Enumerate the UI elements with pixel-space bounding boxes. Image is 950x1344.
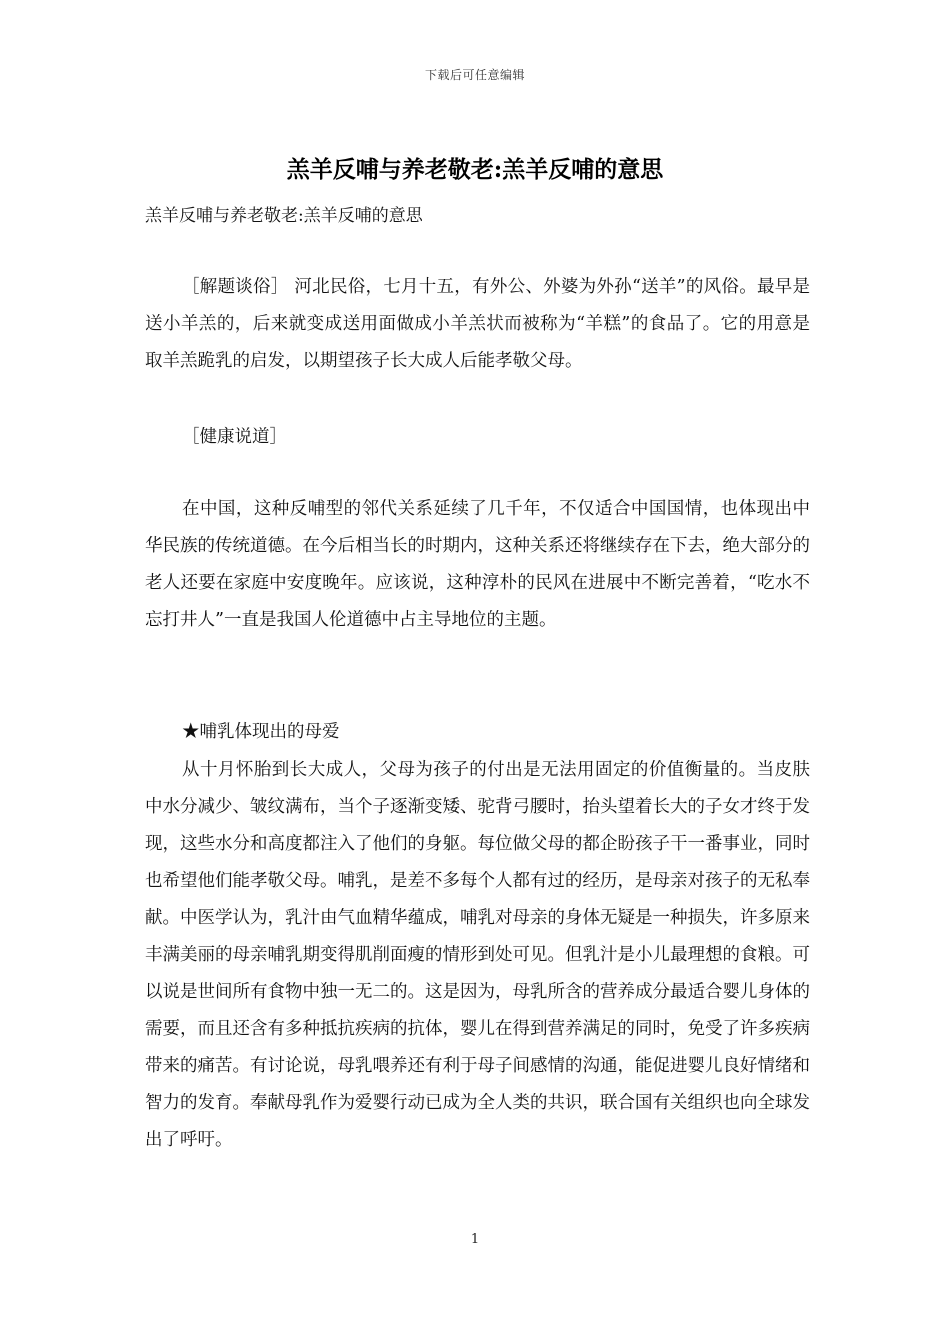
document-title: 羔羊反哺与养老敬老:羔羊反哺的意思 [286,156,664,183]
document-subtitle: 羔羊反哺与养老敬老:羔羊反哺的意思 [145,206,423,226]
paragraph-tradition: 在中国，这种反哺型的邻代关系延续了几千年，不仅适合中国国情，也体现出中华民族的传统道德。在今后相当长的时期内，这种关系还将继续存在下去，绝大部分的老人还要在家庭中安度晚年。应该说，这种淳朴的民风在进展中不断完善着，“吃水不忘打井人”一直是我国人伦道德中占主导地位的主题。 [145,499,810,630]
section-heading-health: ［健康说道］ [182,427,287,447]
paragraph-breastfeeding: 从十月怀胎到长大成人，父母为孩子的付出是无法用固定的价值衡量的。当皮肤中水分减少、皱纹满布，当个子逐渐变矮、驼背弓腰时，抬头望着长大的子女才终于发现，这些水分和高度都注入了他们的身躯。每位做父母的都企盼孩子干一番事业，同时也希望他们能孝敬父母。哺乳，是差不多每个人都有过的经历，是母亲对孩子的无私奉献。中医学认为，乳汁由气血精华蕴成，哺乳对母亲的身体无疑是一种损失，许多原来丰满美丽的母亲哺乳期变得肌削面瘦的情形到处可见。但乳汁是小儿最理想的食粮。可以说是世间所有食物中独一无二的。这是因为，母乳所含的营养成分最适合婴儿身体的需要，而且还含有多种抵抗疾病的抗体，婴儿在得到营养满足的同时，免受了许多疾病带来的痛苦。有讨论说，母乳喂养还有利于母子间感情的沟通，能促进婴儿良好情绪和智力的发育。奉献母乳作为爱婴行动已成为全人类的共识，联合国有关组织也向全球发出了呼吁。 [145,760,810,1150]
paragraph-intro: ［解题谈俗］ 河北民俗，七月十五，有外公、外婆为外孙“送羊”的风俗。最早是送小羊羔的，后来就变成送用面做成小羊羔状而被称为“羊糕”的食品了。它的用意是取羊羔跪乳的启发，以期望孩子长大成人后能孝敬父母。 [145,277,810,371]
header-note: 下载后可任意编辑 [424,68,525,82]
section-heading-breastfeeding: ★哺乳体现出的母爱 [182,722,340,742]
page-number: 1 [470,1232,480,1247]
